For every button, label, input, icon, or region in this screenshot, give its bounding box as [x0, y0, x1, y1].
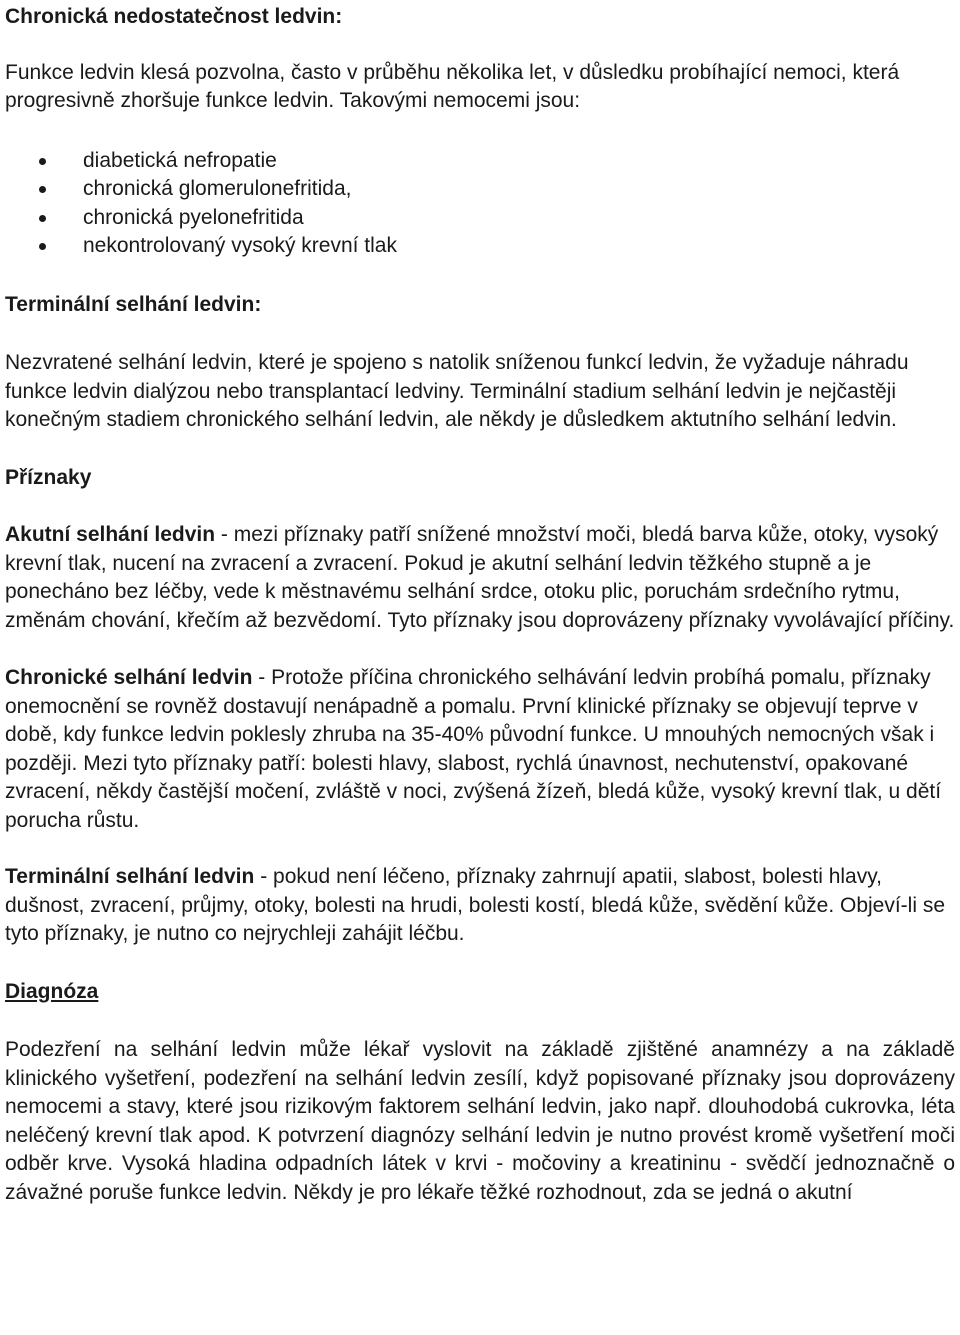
terminal-symptoms-text: - pokud není léčeno, příznaky zahrnují apatii, slabost, bolesti hlavy, dušnost, zvracení, průjmy, otoky, bolesti na hrudi, bolesti kostí, bledá kůže, svědění kůže. Objeví-li se tyto příznaky, je nutno co nejrychleji zahájit léčbu. — [5, 865, 946, 945]
terminal-symptoms-paragraph — [5, 863, 955, 949]
list-item — [5, 147, 955, 176]
chronic-insufficiency-intro: Funkce ledvin klesá pozvolna, často v průběhu několika let, v důsledku probíhající nemoci, která progresivně zhoršuje funkce ledvin. Takovými nemocemi jsou: — [5, 60, 900, 112]
terminal-lead-term: Terminální selhání ledvin — [5, 865, 255, 888]
chronic-insufficiency-heading: Chronická nedostatečnost ledvin: — [5, 5, 343, 28]
acute-symptoms-paragraph — [5, 521, 955, 635]
list-item-text: nekontrolovaný vysoký krevní tlak — [83, 234, 397, 257]
list-item-text: diabetická nefropatie — [83, 148, 277, 172]
list-item-text: chronická pyelonefritida — [83, 205, 304, 229]
list-item — [5, 175, 955, 204]
diagnosis-heading: Diagnóza — [5, 979, 99, 1003]
acute-symptoms-text: - mezi příznaky patří snížené množství moči, bledá barva kůže, otoky, vysoký krevní tlak, nucení na zvracení a zvracení. Pokud je akutní selhání ledvin těžkého stupně a je ponecháno bez léčby, vede k městnavému selhání srdce, otoku plic, poruchám srdečního rytmu, změnám chování, křečím až bezvědomí. Tyto příznaky jsou doprovázeny příznaky vyvolávající příčiny. — [5, 523, 955, 632]
chronic-symptoms-paragraph — [5, 664, 955, 835]
bullet-icon — [39, 215, 46, 222]
list-item — [5, 232, 955, 261]
chronic-symptoms-text: - Protože příčina chronického selhávání ledvin probíhá pomalu, příznaky onemocnění se rovněž dostavují nenápadně a pomalu. První klinické příznaky se objevují teprve v době, kdy funkce ledvin poklesly zhruba na 35-40% původní funkce. U mnouhých nemocných však i později. Mezi tyto příznaky patří: bolesti hlavy, slabost, rychlá únavnost, nechutenství, opakované zvracení, někdy častější močení, zvláště v noci, zvýšená žízeň, bledá kůže, vysoký krevní tlak, u dětí porucha růstu. — [5, 666, 942, 832]
chronic-lead-term: Chronické selhání ledvin — [5, 666, 253, 689]
bullet-icon — [39, 186, 46, 193]
terminal-failure-heading: Terminální selhání ledvin: — [5, 292, 262, 316]
diagnosis-paragraph: Podezření na selhání ledvin může lékař vyslovit na základě zjištěné anamnézy a na základě klinického vyšetření, podezření na selhání ledvin zesílí, když popisované příznaky jsou doprovázeny nemocemi a stavy, které jsou rizikovým faktorem selhání ledvin, jako např. dlouhodobá cukrovka, léta neléčený krevní tlak apod. K potvrzení diagnózy selhání ledvin je nutno provést kromě vyšetření moči odběr krve. Vysoká hladina odpadních látek v krvi - močoviny a kreatininu - svědčí jednoznačně o závažné poruše funkce ledvin. Někdy je pro lékaře těžké rozhodnout, zda se jedná o akutní — [5, 1038, 955, 1204]
bullet-icon — [39, 243, 46, 250]
list-item — [5, 204, 955, 233]
acute-lead-term: Akutní selhání ledvin — [5, 523, 216, 546]
terminal-failure-paragraph: Nezvratené selhání ledvin, které je spojeno s natolik sníženou funkcí ledvin, že vyžaduje náhradu funkce ledvin dialýzou nebo transplantací ledviny. Terminální stadium selhání ledvin je nejčastěji konečným stadiem chronického selhání ledvin, ale někdy je důsledkem aktutního selhání ledvin. — [5, 351, 909, 431]
document-page — [5, 0, 955, 1207]
list-item-text: chronická glomerulonefritida, — [83, 177, 352, 200]
bullet-icon — [39, 158, 46, 165]
symptoms-heading: Příznaky — [5, 465, 92, 489]
disease-list — [5, 147, 955, 261]
